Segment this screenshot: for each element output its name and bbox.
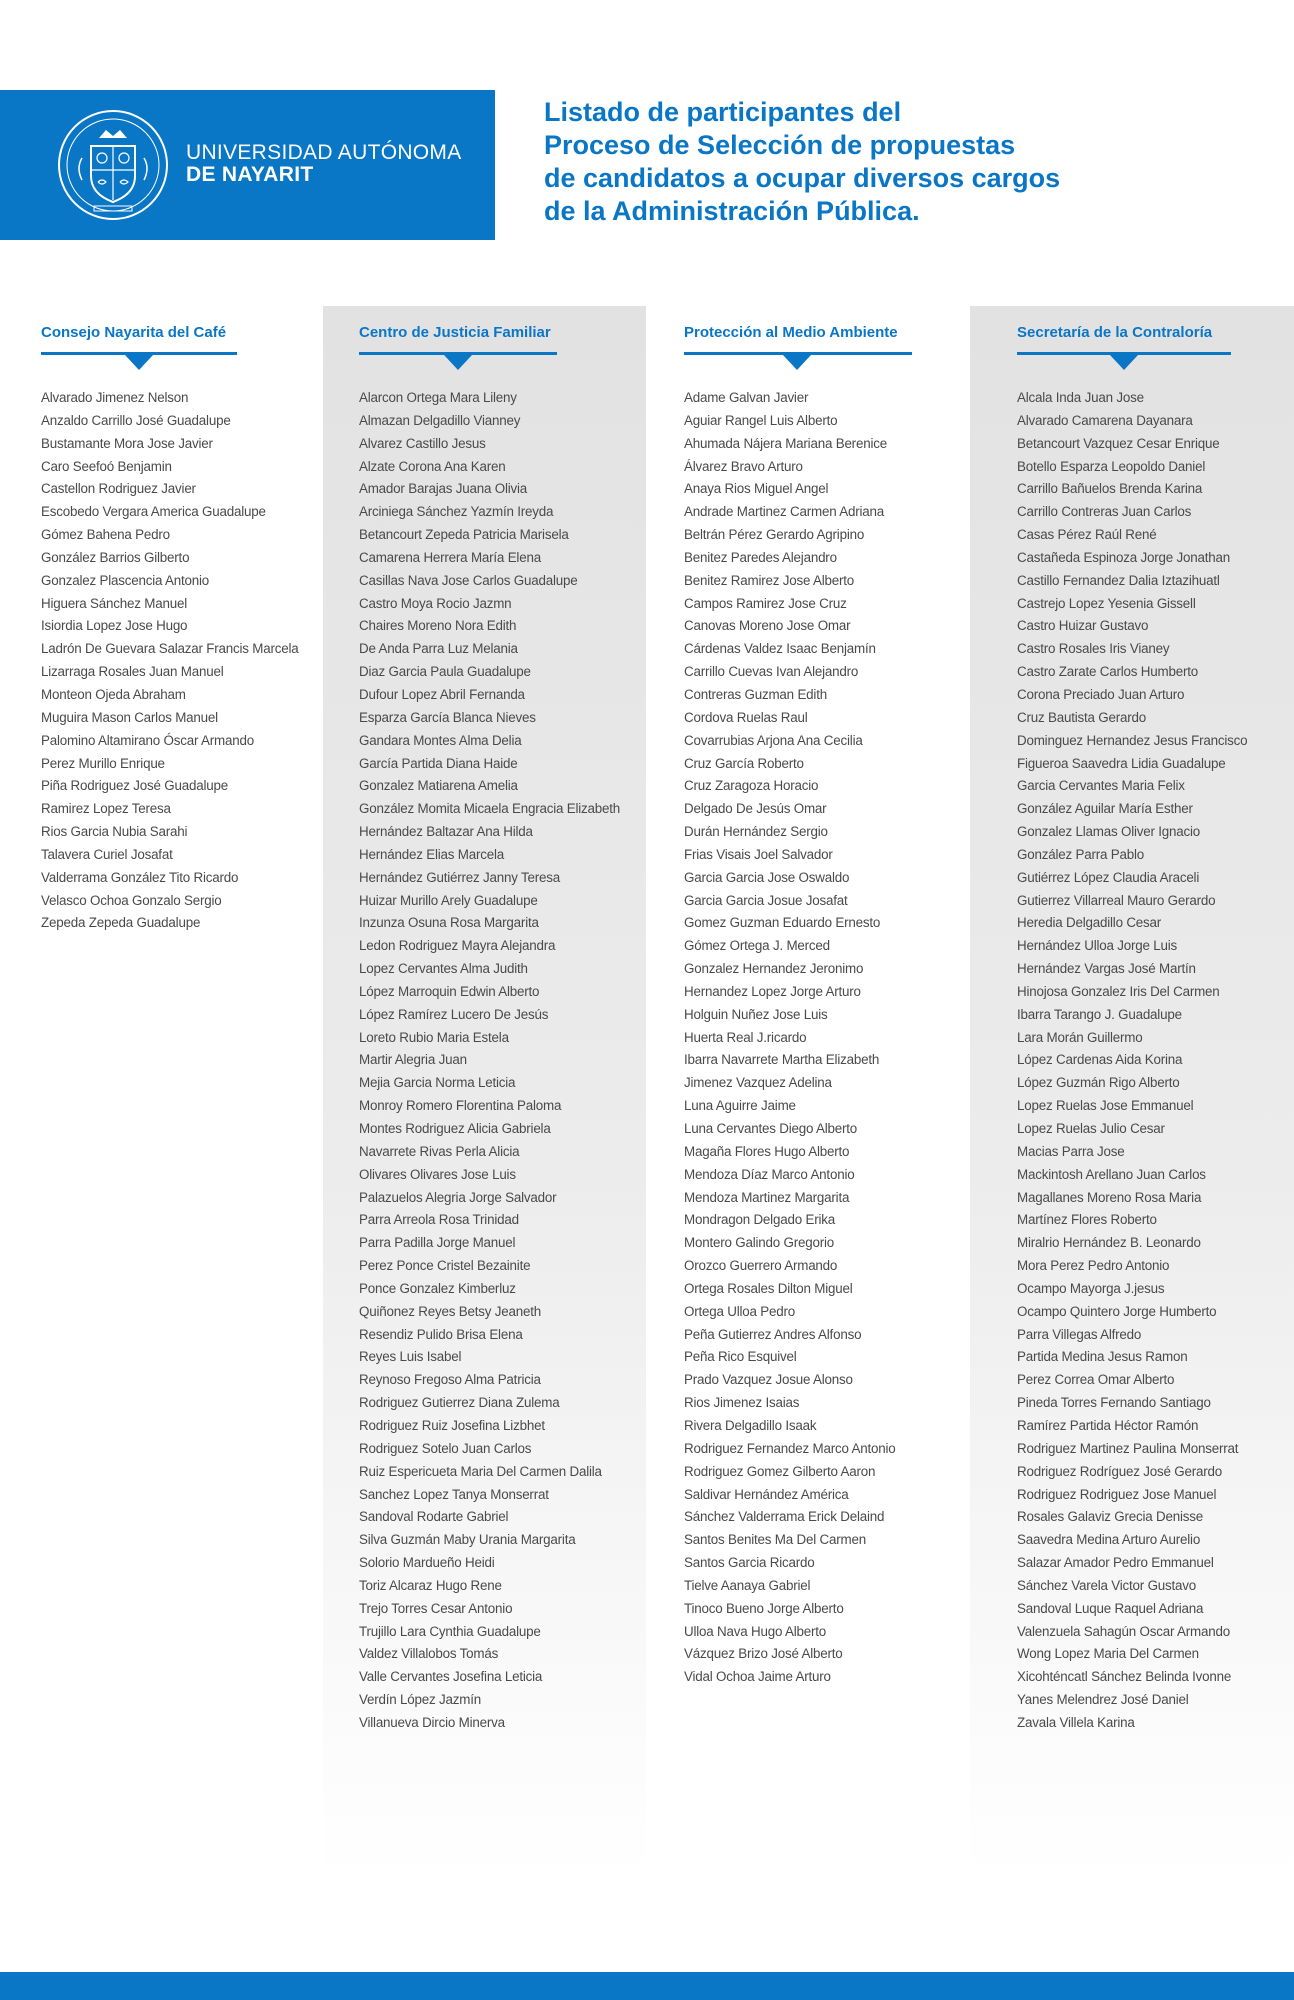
participant-name: Montes Rodriguez Alicia Gabriela bbox=[359, 1121, 551, 1136]
participant-name: Campos Ramirez Jose Cruz bbox=[684, 595, 847, 611]
participant-name: Sandoval Rodarte Gabriel bbox=[359, 1509, 509, 1525]
participant-name: Rodriguez Rodriguez Jose Manuel bbox=[1017, 1486, 1217, 1502]
participant-name: Sandoval Luque Raquel Adriana bbox=[1017, 1600, 1204, 1616]
participant-name: González Momita Micaela Engracia Elizabeth bbox=[359, 801, 621, 817]
participant-name: Lizarraga Rosales Juan Manuel bbox=[41, 664, 224, 680]
participant-name: Gonzalez Matiarena Amelia bbox=[359, 778, 518, 794]
participant-name: Camarena Herrera María Elena bbox=[359, 549, 541, 565]
participant-name: Figueroa Saavedra Lidia Guadalupe bbox=[1017, 755, 1226, 771]
participant-name: Santos Garcia Ricardo bbox=[684, 1555, 815, 1571]
page-title-line: de candidatos a ocupar diversos cargos bbox=[544, 163, 1061, 193]
participant-name: Rodriguez Martinez Paulina Monserrat bbox=[1017, 1440, 1239, 1456]
participant-name: Reynoso Fregoso Alma Patricia bbox=[359, 1372, 541, 1388]
column-consejo-nayarita-cafe bbox=[0, 306, 323, 1876]
participant-name: Bustamante Mora Jose Javier bbox=[41, 435, 213, 451]
participant-name: Magaña Flores Hugo Alberto bbox=[684, 1143, 850, 1159]
participant-name: Carrillo Bañuelos Brenda Karina bbox=[1017, 481, 1203, 497]
participant-name: Chaires Moreno Nora Edith bbox=[359, 618, 517, 634]
column-proteccion-medio-ambiente bbox=[646, 306, 970, 1876]
participant-name: Benitez Paredes Alejandro bbox=[684, 549, 837, 565]
participant-name: Saavedra Medina Arturo Aurelio bbox=[1017, 1532, 1201, 1548]
participant-name: Covarrubias Arjona Ana Cecilia bbox=[684, 732, 863, 748]
participant-name: Rodriguez Gutierrez Diana Zulema bbox=[359, 1395, 560, 1411]
page-title bbox=[544, 96, 1264, 228]
participant-name: Dufour Lopez Abril Fernanda bbox=[359, 686, 525, 702]
participant-name: Almazan Delgadillo Vianney bbox=[359, 412, 521, 428]
participant-name: Santos Benites Ma Del Carmen bbox=[684, 1532, 866, 1548]
column-title: Secretaría de la Contraloría bbox=[1017, 324, 1213, 341]
participant-name: Betancourt Vazquez Cesar Enrique bbox=[1017, 435, 1220, 451]
participant-name: Peña Gutierrez Andres Alfonso bbox=[684, 1326, 862, 1342]
footer-bar bbox=[0, 1972, 1294, 2000]
participant-name: Reyes Luis Isabel bbox=[359, 1349, 462, 1365]
participant-name: Perez Ponce Cristel Bezainite bbox=[359, 1258, 531, 1274]
participant-name: Lara Morán Guillermo bbox=[1017, 1029, 1143, 1045]
participant-name: Carrillo Cuevas Ivan Alejandro bbox=[684, 664, 859, 680]
participant-name: Alvarez Castillo Jesus bbox=[359, 435, 486, 451]
participant-name: Corona Preciado Juan Arturo bbox=[1017, 686, 1185, 702]
participant-name: Gonzalez Hernandez Jeronimo bbox=[684, 961, 864, 977]
participant-name: Ladrón De Guevara Salazar Francis Marcela bbox=[41, 641, 299, 657]
participant-name: Sánchez Valderrama Erick Delaind bbox=[684, 1509, 885, 1525]
participant-name: Canovas Moreno Jose Omar bbox=[684, 618, 851, 634]
university-name-line1: UNIVERSIDAD AUTÓNOMA bbox=[186, 141, 462, 164]
participant-name: Rosales Galaviz Grecia Denisse bbox=[1017, 1509, 1204, 1525]
participant-name: Cordova Ruelas Raul bbox=[684, 709, 808, 725]
participant-list bbox=[684, 387, 896, 1689]
participant-name: Quiñonez Reyes Betsy Jeaneth bbox=[359, 1303, 541, 1319]
participant-name: Gutiérrez López Claudia Araceli bbox=[1017, 869, 1200, 885]
participant-name: Alvarado Jimenez Nelson bbox=[41, 390, 189, 405]
participant-name: Velasco Ochoa Gonzalo Sergio bbox=[41, 892, 222, 908]
participant-name: López Ramírez Lucero De Jesús bbox=[359, 1006, 549, 1022]
participant-name: Mora Perez Pedro Antonio bbox=[1017, 1258, 1170, 1274]
participant-name: Huizar Murillo Arely Guadalupe bbox=[359, 892, 538, 908]
participant-name: Perez Murillo Enrique bbox=[41, 755, 165, 771]
participant-name: Martínez Flores Roberto bbox=[1017, 1212, 1157, 1228]
participant-name: Palazuelos Alegria Jorge Salvador bbox=[359, 1189, 557, 1205]
participant-name: Parra Arreola Rosa Trinidad bbox=[359, 1212, 519, 1228]
participant-name: Villanueva Dircio Minerva bbox=[359, 1714, 505, 1730]
participant-name: Mendoza Martinez Margarita bbox=[684, 1189, 850, 1205]
participant-name: Anzaldo Carrillo José Guadalupe bbox=[41, 412, 231, 428]
chevron-down-icon bbox=[1110, 355, 1138, 370]
participant-name: Wong Lopez Maria Del Carmen bbox=[1017, 1646, 1199, 1662]
university-name bbox=[186, 142, 462, 186]
participant-name: Contreras Guzman Edith bbox=[684, 686, 827, 702]
participant-name: Valdez Villalobos Tomás bbox=[359, 1646, 499, 1662]
participant-name: Tielve Aanaya Gabriel bbox=[684, 1577, 811, 1593]
participant-name: Cruz Zaragoza Horacio bbox=[684, 778, 819, 794]
participant-name: Salazar Amador Pedro Emmanuel bbox=[1017, 1555, 1214, 1571]
participant-name: Resendiz Pulido Brisa Elena bbox=[359, 1326, 523, 1342]
participant-name: Hernández Elias Marcela bbox=[359, 846, 504, 862]
participant-name: Vidal Ochoa Jaime Arturo bbox=[684, 1669, 831, 1685]
participant-name: Higuera Sánchez Manuel bbox=[41, 595, 187, 611]
participant-name: Magallanes Moreno Rosa Maria bbox=[1017, 1189, 1202, 1205]
participant-name: Mackintosh Arellano Juan Carlos bbox=[1017, 1166, 1206, 1182]
participant-name: Amador Barajas Juana Olivia bbox=[359, 481, 528, 497]
participant-name: Rodriguez Ruiz Josefina Lizbhet bbox=[359, 1417, 545, 1433]
participant-name: Hernández Baltazar Ana Hilda bbox=[359, 824, 533, 840]
participant-name: Ramirez Lopez Teresa bbox=[41, 801, 171, 817]
participant-name: Ortega Rosales Dilton Miguel bbox=[684, 1280, 853, 1296]
participant-list bbox=[1017, 387, 1247, 1735]
participant-name: Beltrán Pérez Gerardo Agripino bbox=[684, 527, 865, 543]
participant-name: Castro Rosales Iris Vianey bbox=[1017, 641, 1170, 657]
participant-name: López Cardenas Aida Korina bbox=[1017, 1052, 1183, 1068]
participant-name: López Marroquin Edwin Alberto bbox=[359, 983, 540, 999]
participant-name: Hernández Ulloa Jorge Luis bbox=[1017, 938, 1178, 954]
participant-name: Cruz García Roberto bbox=[684, 755, 804, 771]
participant-name: Ibarra Tarango J. Guadalupe bbox=[1017, 1006, 1182, 1022]
participant-name: Parra Villegas Alfredo bbox=[1017, 1326, 1142, 1342]
participant-name: Anaya Rios Miguel Angel bbox=[684, 481, 829, 497]
participant-name: Lopez Ruelas Jose Emmanuel bbox=[1017, 1098, 1194, 1114]
participant-name: Luna Aguirre Jaime bbox=[684, 1098, 796, 1114]
participant-name: Carrillo Contreras Juan Carlos bbox=[1017, 504, 1192, 520]
participant-name: Macias Parra Jose bbox=[1017, 1143, 1125, 1159]
chevron-down-icon bbox=[125, 355, 153, 370]
participant-name: Aguiar Rangel Luis Alberto bbox=[684, 412, 838, 428]
participant-name: Adame Galvan Javier bbox=[684, 390, 809, 405]
participant-name: Garcia Cervantes Maria Felix bbox=[1017, 778, 1185, 794]
participant-name: Saldivar Hernández América bbox=[684, 1486, 849, 1502]
participant-name: Dominguez Hernandez Jesus Francisco bbox=[1017, 732, 1248, 748]
participant-name: Heredia Delgadillo Cesar bbox=[1017, 915, 1162, 931]
participant-name: González Barrios Gilberto bbox=[41, 549, 190, 565]
participant-name: Miralrio Hernández B. Leonardo bbox=[1017, 1235, 1201, 1251]
participant-name: Castro Zarate Carlos Humberto bbox=[1017, 664, 1198, 680]
participant-name: Gómez Bahena Pedro bbox=[41, 527, 170, 543]
participant-name: Mendoza Díaz Marco Antonio bbox=[684, 1166, 855, 1182]
participant-name: Frias Visais Joel Salvador bbox=[684, 846, 833, 862]
participant-name: Benitez Ramirez Jose Alberto bbox=[684, 572, 855, 588]
participant-name: Gandara Montes Alma Delia bbox=[359, 732, 522, 748]
participant-name: Ramírez Partida Héctor Ramón bbox=[1017, 1417, 1199, 1433]
participant-name: Ocampo Quintero Jorge Humberto bbox=[1017, 1303, 1217, 1319]
participant-name: Loreto Rubio Maria Estela bbox=[359, 1029, 509, 1045]
participant-name: Alzate Corona Ana Karen bbox=[359, 458, 506, 474]
column-title: Protección al Medio Ambiente bbox=[684, 324, 898, 341]
participant-name: Hinojosa Gonzalez Iris Del Carmen bbox=[1017, 983, 1220, 999]
participant-name: López Guzmán Rigo Alberto bbox=[1017, 1075, 1180, 1091]
participant-name: Ledon Rodriguez Mayra Alejandra bbox=[359, 938, 556, 954]
participant-name: Jimenez Vazquez Adelina bbox=[684, 1075, 832, 1091]
participant-name: Zavala Villela Karina bbox=[1017, 1714, 1135, 1730]
participant-name: Rios Garcia Nubia Sarahi bbox=[41, 824, 188, 840]
participant-name: Luna Cervantes Diego Alberto bbox=[684, 1121, 858, 1136]
participant-list bbox=[41, 387, 299, 935]
participant-name: Gomez Guzman Eduardo Ernesto bbox=[684, 915, 881, 931]
participant-name: Silva Guzmán Maby Urania Margarita bbox=[359, 1532, 576, 1548]
participant-name: Monroy Romero Florentina Paloma bbox=[359, 1098, 562, 1114]
participant-name: Lopez Cervantes Alma Judith bbox=[359, 961, 528, 977]
participant-name: De Anda Parra Luz Melania bbox=[359, 641, 518, 657]
participant-name: Garcia Garcia Jose Oswaldo bbox=[684, 869, 850, 885]
page-title-line: Proceso de Selección de propuestas bbox=[544, 130, 1016, 160]
participant-name: Cruz Bautista Gerardo bbox=[1017, 709, 1147, 725]
participant-name: Partida Medina Jesus Ramon bbox=[1017, 1349, 1188, 1365]
participant-name: Castro Huizar Gustavo bbox=[1017, 618, 1149, 634]
university-name-line2: DE NAYARIT bbox=[186, 163, 314, 186]
participant-name: Ahumada Nájera Mariana Berenice bbox=[684, 435, 887, 451]
participant-name: Prado Vazquez Josue Alonso bbox=[684, 1372, 853, 1388]
participant-name: Parra Padilla Jorge Manuel bbox=[359, 1235, 516, 1251]
participant-name: González Aguilar María Esther bbox=[1017, 801, 1193, 817]
participant-name: Isiordia Lopez Jose Hugo bbox=[41, 618, 188, 634]
chevron-down-icon bbox=[444, 355, 472, 370]
participant-name: Casas Pérez Raúl René bbox=[1017, 527, 1157, 543]
participant-name: Navarrete Rivas Perla Alicia bbox=[359, 1143, 520, 1159]
participant-name: Toriz Alcaraz Hugo Rene bbox=[359, 1577, 502, 1593]
participant-name: Martir Alegria Juan bbox=[359, 1052, 467, 1068]
participant-name: Castellon Rodriguez Javier bbox=[41, 481, 196, 497]
participant-list bbox=[359, 387, 620, 1735]
participant-name: Rivera Delgadillo Isaak bbox=[684, 1417, 817, 1433]
participant-name: Alvarado Camarena Dayanara bbox=[1017, 412, 1193, 428]
participant-name: Ortega Ulloa Pedro bbox=[684, 1303, 796, 1319]
page-title-line: Listado de participantes del bbox=[544, 97, 902, 127]
participant-name: Valderrama González Tito Ricardo bbox=[41, 869, 239, 885]
participant-name: Pineda Torres Fernando Santiago bbox=[1017, 1395, 1211, 1411]
participant-name: Ocampo Mayorga J.jesus bbox=[1017, 1280, 1165, 1296]
participant-name: Valenzuela Sahagún Oscar Armando bbox=[1017, 1623, 1230, 1639]
participant-name: Peña Rico Esquivel bbox=[684, 1349, 797, 1365]
participant-name: Alcala Inda Juan Jose bbox=[1017, 390, 1144, 405]
participant-name: Betancourt Zepeda Patricia Marisela bbox=[359, 527, 569, 543]
participant-name: Solorio Mardueño Heidi bbox=[359, 1555, 495, 1571]
participant-name: Trujillo Lara Cynthia Guadalupe bbox=[359, 1623, 541, 1639]
participant-name: Rodriguez Fernandez Marco Antonio bbox=[684, 1440, 896, 1456]
participant-name: Castillo Fernandez Dalia Iztazihuatl bbox=[1017, 572, 1220, 588]
participant-name: Ibarra Navarrete Martha Elizabeth bbox=[684, 1052, 880, 1068]
participant-name: Zepeda Zepeda Guadalupe bbox=[41, 915, 201, 931]
chevron-down-icon bbox=[783, 355, 811, 370]
participant-name: Piña Rodriguez José Guadalupe bbox=[41, 778, 229, 794]
participant-name: Ponce Gonzalez Kimberluz bbox=[359, 1280, 516, 1296]
participant-name: García Partida Diana Haide bbox=[359, 755, 518, 771]
participant-name: Gómez Ortega J. Merced bbox=[684, 938, 830, 954]
participant-name: Xicohténcatl Sánchez Belinda Ivonne bbox=[1017, 1669, 1232, 1685]
participant-name: Sánchez Varela Victor Gustavo bbox=[1017, 1577, 1197, 1593]
participant-name: Cárdenas Valdez Isaac Benjamín bbox=[684, 641, 876, 657]
participant-name: Montero Galindo Gregorio bbox=[684, 1235, 835, 1251]
participant-name: Gonzalez Plascencia Antonio bbox=[41, 572, 210, 588]
participant-name: Orozco Guerrero Armando bbox=[684, 1258, 838, 1274]
participant-name: Ulloa Nava Hugo Alberto bbox=[684, 1623, 827, 1639]
participant-name: Hernandez Lopez Jorge Arturo bbox=[684, 983, 861, 999]
participant-name: Gutierrez Villarreal Mauro Gerardo bbox=[1017, 892, 1216, 908]
participant-name: Olivares Olivares Jose Luis bbox=[359, 1166, 516, 1182]
participant-name: Trejo Torres Cesar Antonio bbox=[359, 1600, 513, 1616]
participant-name: Alarcon Ortega Mara Lileny bbox=[359, 390, 517, 405]
participant-name: Garcia Garcia Josue Josafat bbox=[684, 892, 848, 908]
participant-name: Vázquez Brizo José Alberto bbox=[684, 1646, 843, 1662]
participant-name: Castañeda Espinoza Jorge Jonathan bbox=[1017, 549, 1231, 565]
participant-name: Mondragon Delgado Erika bbox=[684, 1212, 835, 1228]
column-title: Centro de Justicia Familiar bbox=[359, 324, 551, 341]
participant-name: Perez Correa Omar Alberto bbox=[1017, 1372, 1175, 1388]
participant-name: Yanes Melendrez José Daniel bbox=[1017, 1692, 1189, 1708]
participant-name: Álvarez Bravo Arturo bbox=[684, 458, 803, 474]
participant-name: Lopez Ruelas Julio Cesar bbox=[1017, 1121, 1165, 1136]
participant-name: Casillas Nava Jose Carlos Guadalupe bbox=[359, 572, 578, 588]
participant-name: Valle Cervantes Josefina Leticia bbox=[359, 1669, 543, 1685]
column-centro-justicia-familiar bbox=[323, 306, 646, 1876]
participant-name: Hernández Vargas José Martín bbox=[1017, 961, 1196, 977]
participant-name: Esparza García Blanca Nieves bbox=[359, 709, 536, 725]
participant-name: Andrade Martinez Carmen Adriana bbox=[684, 504, 884, 520]
participant-name: Diaz Garcia Paula Guadalupe bbox=[359, 664, 531, 680]
participant-name: Palomino Altamirano Óscar Armando bbox=[41, 732, 254, 748]
participant-name: Rodriguez Rodríguez José Gerardo bbox=[1017, 1463, 1222, 1479]
participant-name: Inzunza Osuna Rosa Margarita bbox=[359, 915, 539, 931]
participant-name: Holguin Nuñez Jose Luis bbox=[684, 1006, 828, 1022]
participant-name: Verdín López Jazmín bbox=[359, 1692, 481, 1708]
participant-name: González Parra Pablo bbox=[1017, 846, 1145, 862]
participant-name: Sanchez Lopez Tanya Monserrat bbox=[359, 1486, 549, 1502]
participant-name: Botello Esparza Leopoldo Daniel bbox=[1017, 458, 1206, 474]
participant-name: Talavera Curiel Josafat bbox=[41, 846, 173, 862]
participant-name: Gonzalez Llamas Oliver Ignacio bbox=[1017, 824, 1201, 840]
participant-name: Monteon Ojeda Abraham bbox=[41, 686, 186, 702]
participant-name: Caro Seefoó Benjamin bbox=[41, 458, 172, 474]
participant-name: Tinoco Bueno Jorge Alberto bbox=[684, 1600, 844, 1616]
column-secretaria-contraloria bbox=[970, 306, 1294, 1876]
participant-name: Castrejo Lopez Yesenia Gissell bbox=[1017, 595, 1196, 611]
participant-name: Escobedo Vergara America Guadalupe bbox=[41, 504, 266, 520]
participant-name: Castro Moya Rocio Jazmn bbox=[359, 595, 512, 611]
participant-name: Muguira Mason Carlos Manuel bbox=[41, 709, 218, 725]
participant-name: Hernández Gutiérrez Janny Teresa bbox=[359, 869, 561, 885]
page-title-line: de la Administración Pública. bbox=[544, 196, 920, 226]
participant-name: Arciniega Sánchez Yazmín Ireyda bbox=[359, 504, 554, 520]
participant-name: Rodriguez Sotelo Juan Carlos bbox=[359, 1440, 532, 1456]
participant-name: Delgado De Jesús Omar bbox=[684, 801, 827, 817]
participant-name: Ruiz Espericueta Maria Del Carmen Dalila bbox=[359, 1463, 602, 1479]
university-brand-box bbox=[0, 90, 495, 240]
column-title: Consejo Nayarita del Café bbox=[41, 324, 227, 341]
participant-name: Huerta Real J.ricardo bbox=[684, 1029, 807, 1045]
participant-name: Mejia Garcia Norma Leticia bbox=[359, 1075, 516, 1091]
participant-name: Durán Hernández Sergio bbox=[684, 824, 828, 840]
university-seal-icon bbox=[54, 108, 172, 222]
participant-name: Rodriguez Gomez Gilberto Aaron bbox=[684, 1463, 876, 1479]
participant-name: Rios Jimenez Isaias bbox=[684, 1395, 800, 1411]
